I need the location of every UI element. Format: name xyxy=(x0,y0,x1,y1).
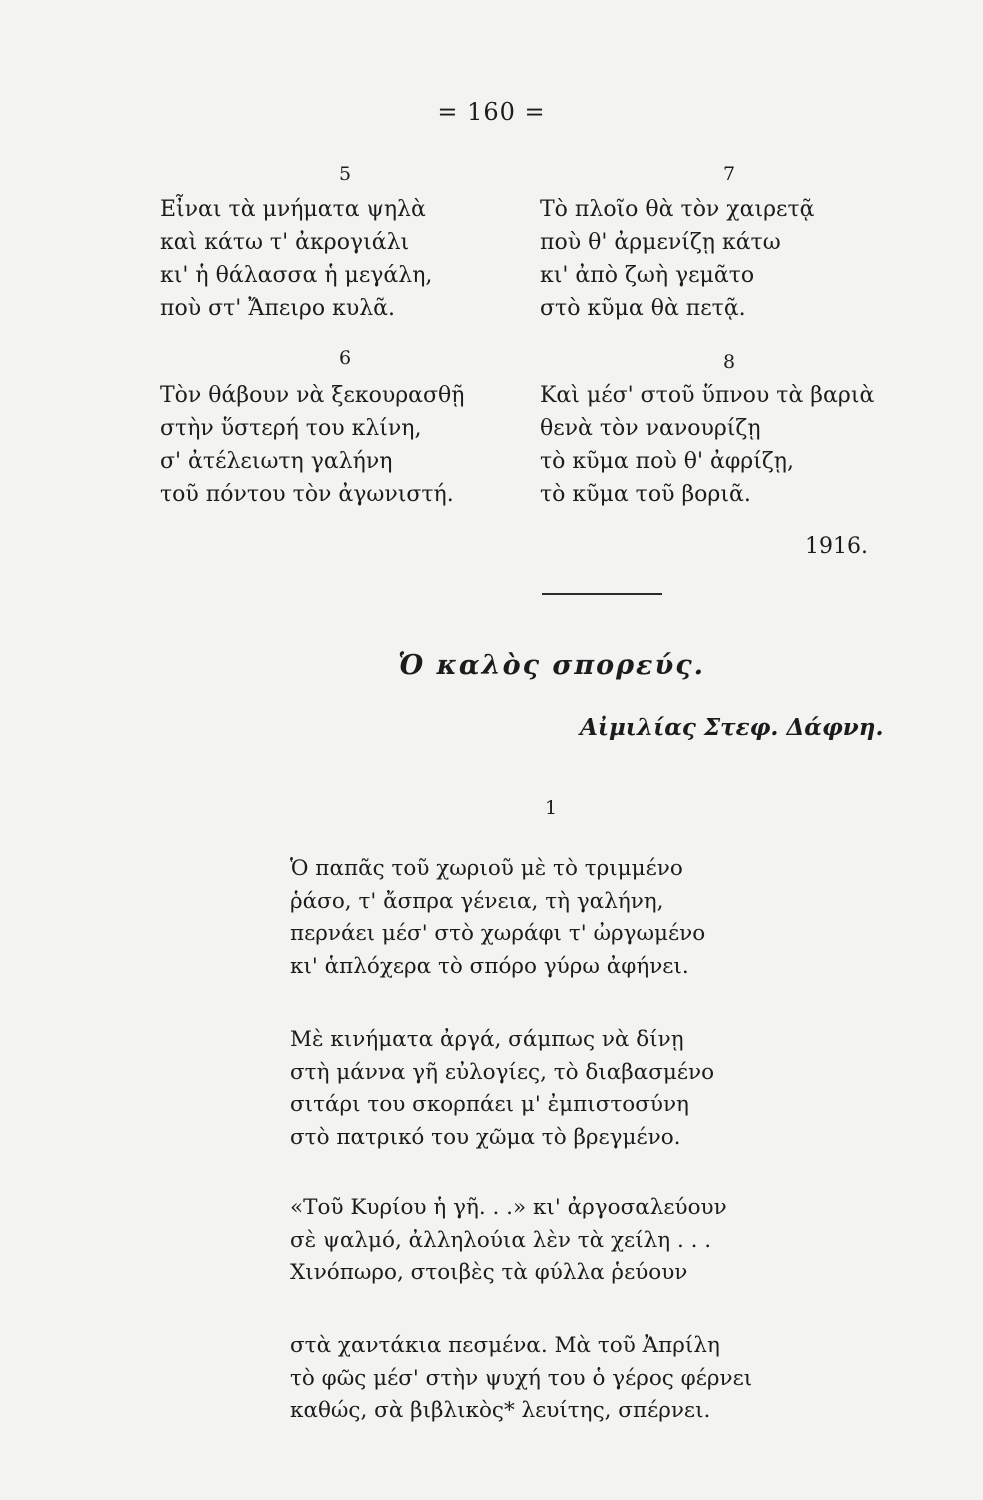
verse-line: σὲ ψαλμό, ἀλληλούια λὲν τὰ χείλη . . . xyxy=(290,1227,712,1253)
verse-line: Τὸ πλοῖο θὰ τὸν χαιρετᾷ xyxy=(540,197,815,222)
verse-line: Καὶ μέσ' στοῦ ὕπνου τὰ βαριὰ xyxy=(540,383,875,408)
verse-line: στὸ πατρικό του χῶμα τὸ βρεγμένο. xyxy=(290,1124,681,1150)
verse-line: σ' ἀτέλειωτη γαλήνη xyxy=(160,449,393,474)
verse-line: περνάει μέσ' στὸ χωράφι τ' ὠργωμένο xyxy=(290,921,706,946)
poem-date: 1916. xyxy=(805,534,868,559)
stanza-number: 5 xyxy=(339,163,352,185)
verse-line: στὴ μάννα γῆ εὐλογίες, τὸ διαβασμένο xyxy=(290,1059,715,1085)
verse-line: ῥάσο, τ' ἄσπρα γένεια, τὴ γαλήνη, xyxy=(290,888,664,914)
sonnet-stanza xyxy=(290,1024,714,1154)
verse-line: τοῦ πόντου τὸν ἀγωνιστή. xyxy=(160,482,454,507)
verse-line: «Τοῦ Κυρίου ἡ γῆ. . .» κι' ἀργοσαλεύουν xyxy=(290,1195,727,1220)
stanza-number: 7 xyxy=(723,163,736,185)
verse-line: θενὰ τὸν νανουρίζῃ xyxy=(540,416,761,441)
verse-line: τὸ κῦμα ποὺ θ' ἀφρίζῃ, xyxy=(540,449,794,474)
section-divider xyxy=(542,593,662,595)
verse-line: Μὲ κινήματα ἀργά, σάμπως νὰ δίνῃ xyxy=(290,1027,684,1052)
stanza xyxy=(160,193,432,325)
sonnet-stanza xyxy=(290,1192,727,1290)
verse-line: καθώς, σὰ βιβλικὸς* λευίτης, σπέρνει. xyxy=(290,1398,711,1423)
verse-line: Ὁ παπᾶς τοῦ χωριοῦ μὲ τὸ τριμμένο xyxy=(290,856,683,881)
verse-line: καὶ κάτω τ' ἀκρογιάλι xyxy=(160,230,410,255)
verse-line: Τὸν θάβουν νὰ ξεκουρασθῇ xyxy=(160,383,465,408)
verse-line: στὸ κῦμα θὰ πετᾷ. xyxy=(540,296,746,321)
verse-line: κι' ἀπὸ ζωὴ γεμᾶτο xyxy=(540,263,755,288)
verse-line: Εἶναι τὰ μνήματα ψηλὰ xyxy=(160,197,426,222)
verse-line: ποὺ θ' ἀρμενίζῃ κάτω xyxy=(540,230,781,255)
poem-title: Ὁ καλὸς σπορεύς. xyxy=(398,650,706,681)
poem-author: Αἰμιλίας Στεφ. Δάφνη. xyxy=(580,714,884,741)
stanza xyxy=(540,193,814,325)
stanza xyxy=(160,379,464,511)
stanza-number: 6 xyxy=(339,347,352,369)
verse-line: στὴν ὕστερή του κλίνη, xyxy=(160,416,422,441)
verse-line: τὸ κῦμα τοῦ βοριᾶ. xyxy=(540,482,751,507)
verse-line: Χινόπωρο, στοιβὲς τὰ φύλλα ῥεύουν xyxy=(290,1260,688,1285)
verse-line: κι' ἁπλόχερα τὸ σπόρο γύρω ἀφήνει. xyxy=(290,953,689,979)
verse-line: ποὺ στ' Ἄπειρο κυλᾶ. xyxy=(160,296,396,321)
page-number: = 160 = xyxy=(437,98,546,126)
verse-line: τὸ φῶς μέσ' στὴν ψυχή του ὁ γέρος φέρνει xyxy=(290,1365,753,1391)
verse-line: στὰ χαντάκια πεσμένα. Μὰ τοῦ Ἀπρίλη xyxy=(290,1333,720,1358)
stanza-number: 8 xyxy=(723,351,736,373)
section-number: 1 xyxy=(545,797,558,819)
sonnet-stanza xyxy=(290,853,705,983)
sonnet-stanza xyxy=(290,1330,752,1428)
verse-line: σιτάρι του σκορπάει μ' ἐμπιστοσύνη xyxy=(290,1092,689,1117)
stanza xyxy=(540,379,874,511)
verse-line: κι' ἡ θάλασσα ἡ μεγάλη, xyxy=(160,263,433,288)
